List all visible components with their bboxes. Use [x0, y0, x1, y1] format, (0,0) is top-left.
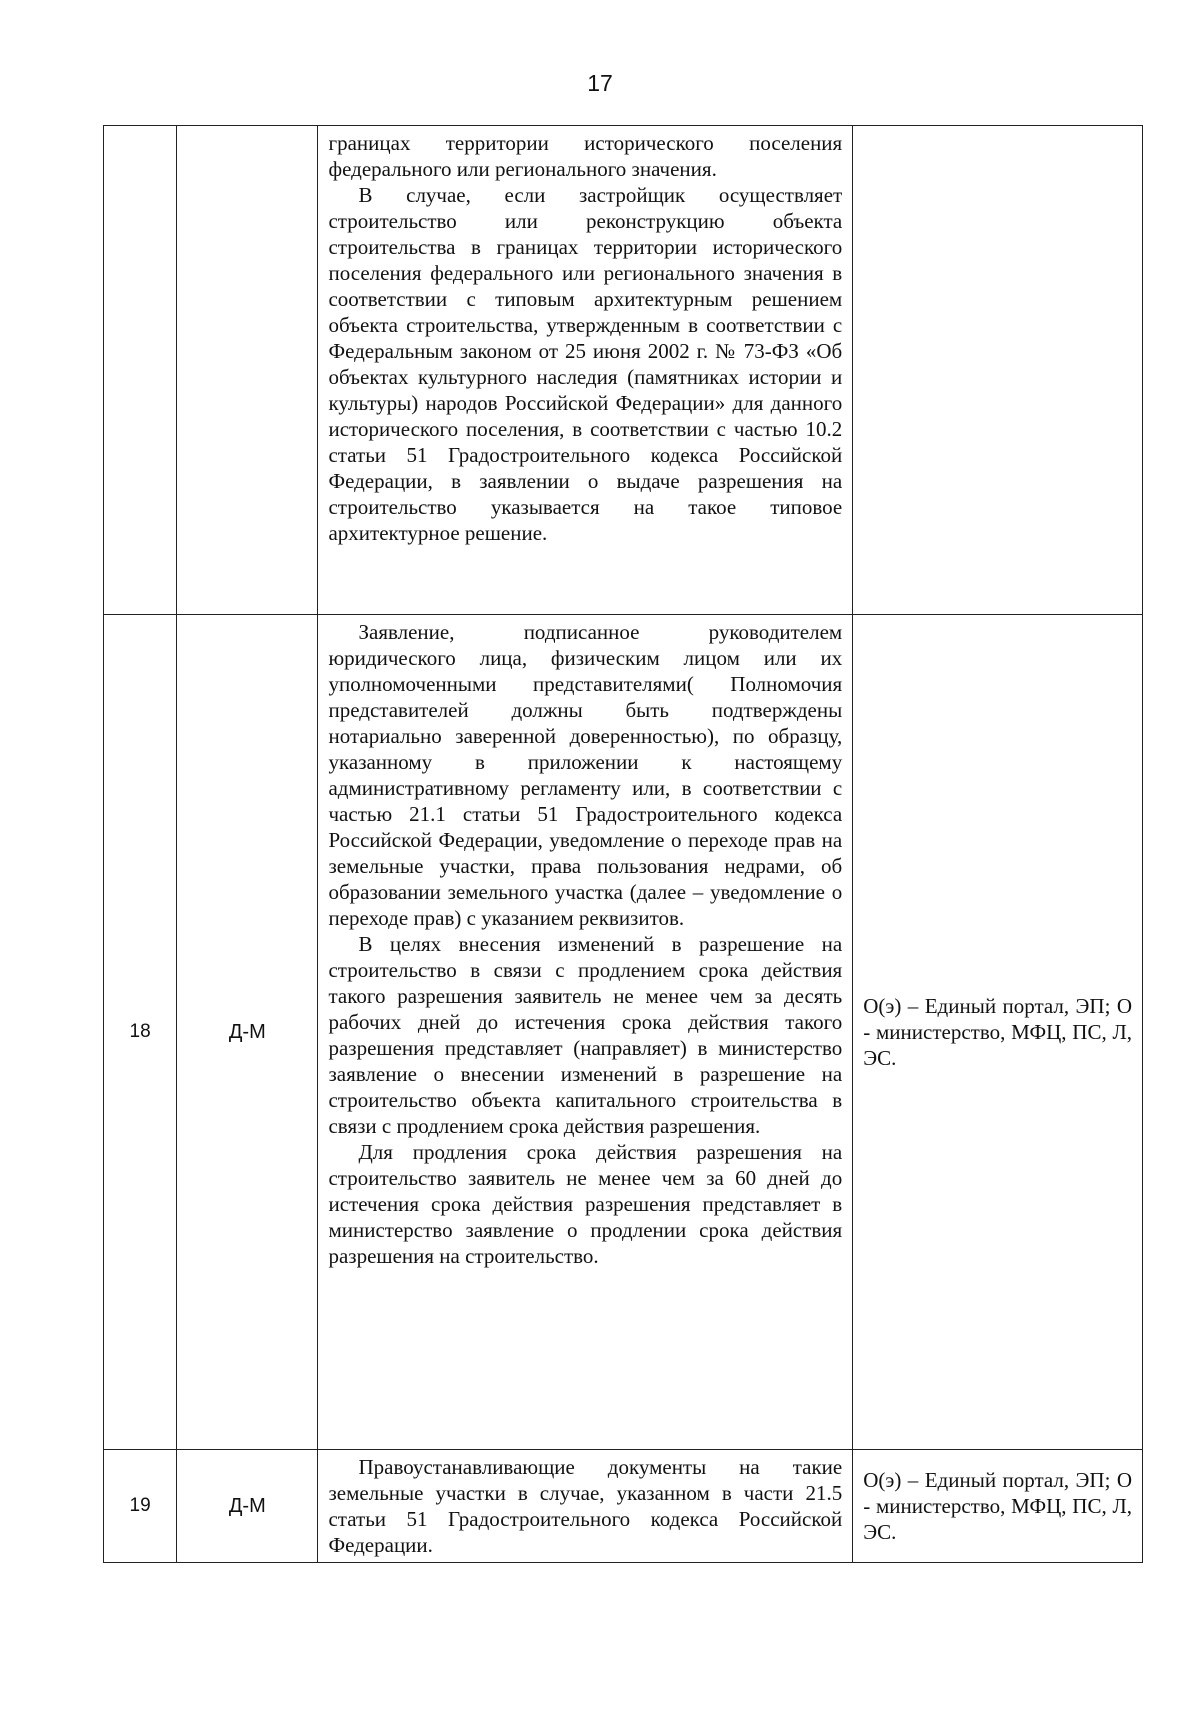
- row-code-cell: [177, 126, 318, 615]
- description-paragraph: Для продления срока действия разрешения на строительство заявитель не менее чем за 60 дней до истечения срока действия разрешения представляет в министерство заявление о продлении срока действия разрешения на строительство.: [328, 1140, 843, 1268]
- document-description-cell: [318, 1450, 853, 1563]
- documents-table: [103, 125, 1143, 1563]
- description-paragraph: В случае, если застройщик осуществляет строительство или реконструкцию объекта строительства в границах территории исторического поселения федерального или регионального значения в соответствии с типовым архитектурным решением объекта строительства, утвержденным в соответствии с Федеральным законом от 25 июня 2002 г. № 73-ФЗ «Об объектах культурного наследия (памятниках истории и культуры) народов Российской Федерации» для данного исторического поселения, в соответствии с частью 10.2 статьи 51 Градостроительного кодекса Российской Федерации, в заявлении о выдаче разрешения на строительство указывается на такое типовое архитектурное решение.: [328, 183, 843, 545]
- document-description-cell: [318, 126, 853, 615]
- page-number: 17: [587, 70, 613, 96]
- description-paragraph: В целях внесения изменений в разрешение на строительство в связи с продлением срока действия такого разрешения заявитель не менее чем за десять рабочих дней до истечения срока действия такого разрешения представляет (направляет) в министерство заявление о внесении изменений в разрешение на строительство объекта капитального строительства в связи с продлением срока действия разрешения.: [328, 932, 843, 1138]
- description-paragraph: Заявление, подписанное руководителем юридического лица, физическим лицом или их уполномоченными представителями( Полномочия представителей должны быть подтверждены нотариально заверенной доверенностью), по образцу, указанному в приложении к настоящему административному регламенту или, в соответствии с частью 21.1 статьи 51 Градостроительного кодекса Российской Федерации, уведомление о переходе прав на земельные участки, права пользования недрами, об образовании земельного участка (далее – уведомление о переходе прав) с указанием реквизитов.: [328, 620, 843, 930]
- table-row: [104, 126, 1143, 615]
- description-paragraph: Правоустанавливающие документы на такие земельные участки в случае, указанном в части 21.5 статьи 51 Градостроительного кодекса Российской Федерации.: [328, 1455, 843, 1557]
- row-number-cell: 19: [104, 1450, 177, 1563]
- submission-method-text: О(э) – Единый портал, ЭП; О - министерство, МФЦ, ПС, Л, ЭС.: [863, 994, 1132, 1070]
- description-paragraph: границах территории исторического поселения федерального или регионального значения.: [328, 131, 843, 181]
- row-number-cell: 18: [104, 615, 177, 1450]
- submission-method-cell: [853, 1450, 1143, 1563]
- document-description-cell: [318, 615, 853, 1450]
- row-code-cell: Д-М: [177, 615, 318, 1450]
- submission-method-cell: [853, 615, 1143, 1450]
- row-number-cell: [104, 126, 177, 615]
- table-row: [104, 1450, 1143, 1563]
- table-row: [104, 615, 1143, 1450]
- submission-method-cell: [853, 126, 1143, 615]
- submission-method-text: О(э) – Единый портал, ЭП; О - министерство, МФЦ, ПС, Л, ЭС.: [863, 1468, 1132, 1544]
- row-code-cell: Д-М: [177, 1450, 318, 1563]
